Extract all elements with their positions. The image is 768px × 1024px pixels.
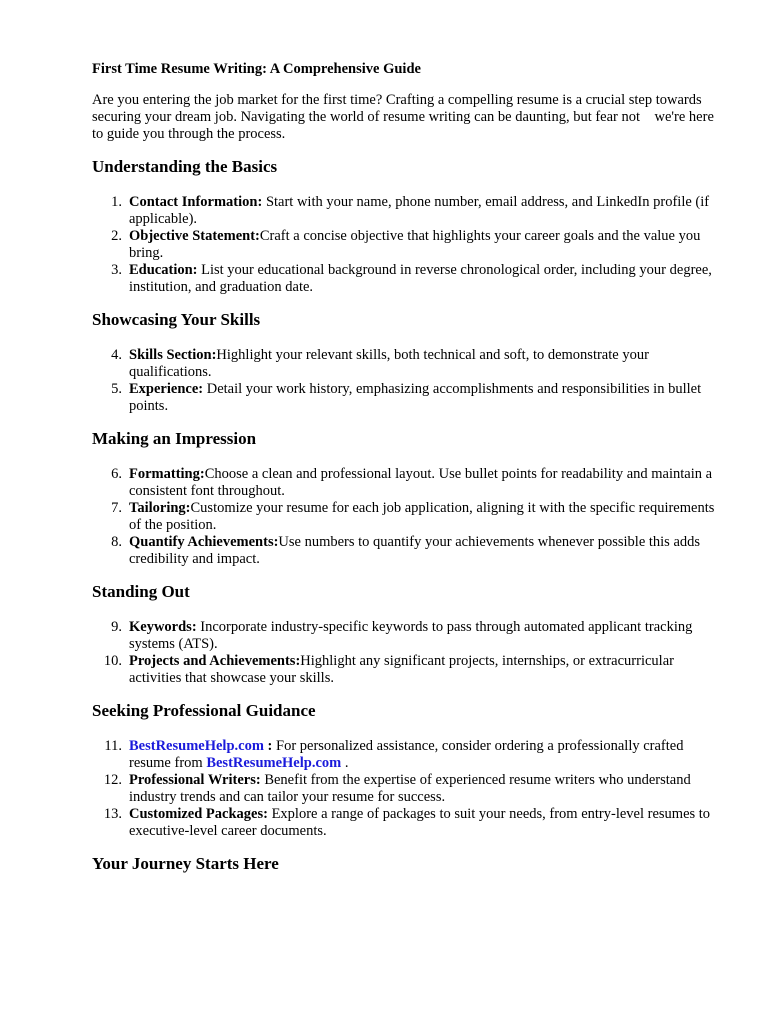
item-number: 4.	[111, 347, 122, 363]
item-number: 10.	[103, 653, 122, 669]
list-item	[92, 228, 718, 262]
item-text: Use numbers to quantify your achievements whenever possible this adds credibility and impact.	[129, 534, 701, 567]
list-basics	[92, 194, 718, 296]
item-term: Education:	[129, 262, 198, 278]
item-term: Experience:	[129, 381, 204, 397]
list-item	[92, 653, 718, 687]
list-skills	[92, 347, 718, 415]
item-term: Quantify Achievements:	[129, 534, 279, 550]
bestresumehelp-inline-link[interactable]: BestResumeHelp.com	[206, 755, 342, 771]
item-number: 6.	[111, 466, 122, 482]
list-impression	[92, 466, 718, 568]
item-text: Highlight your relevant skills, both technical and soft, to demonstrate your qualifications.	[129, 347, 649, 380]
item-text: Incorporate industry-specific keywords to pass through automated applicant tracking systems (ATS).	[129, 619, 693, 652]
item-term: Skills Section:	[129, 347, 217, 363]
section-heading-standing-out: Standing Out	[92, 582, 190, 601]
item-number: 9.	[111, 619, 122, 635]
section-heading-skills: Showcasing Your Skills	[92, 310, 261, 329]
list-item	[92, 381, 718, 415]
item-text: Craft a concise objective that highlights your career goals and the value you bring.	[129, 228, 701, 261]
list-item	[92, 619, 718, 653]
list-item	[92, 500, 718, 534]
section-heading-basics: Understanding the Basics	[92, 157, 278, 176]
item-text: For personalized assistance, consider ordering a professionally crafted resume from	[129, 738, 684, 771]
item-term: Customized Packages:	[129, 806, 268, 822]
item-term: Objective Statement:	[129, 228, 260, 244]
item-text: Choose a clean and professional layout. Use bullet points for readability and maintain a consistent font throughout.	[129, 466, 713, 499]
item-text-after: .	[341, 755, 349, 771]
item-text: Benefit from the expertise of experienced resume writers who understand industry trends and can tailor your resume for success.	[129, 772, 691, 805]
item-text: Start with your name, phone number, email address, and LinkedIn profile (if applicable).	[129, 194, 710, 227]
list-item	[92, 347, 718, 381]
list-item	[92, 194, 718, 228]
item-text: Customize your resume for each job application, aligning it with the specific requirements of the position.	[129, 500, 715, 533]
list-item	[92, 466, 718, 500]
document-page	[92, 60, 718, 891]
item-text: Highlight any significant projects, internships, or extracurricular activities that showcase your skills.	[129, 653, 674, 686]
list-item	[92, 738, 718, 772]
item-term: Projects and Achievements:	[129, 653, 301, 669]
document-title: First Time Resume Writing: A Comprehensive Guide	[92, 61, 421, 77]
item-term: Formatting:	[129, 466, 205, 482]
item-term: Contact Information:	[129, 194, 263, 210]
section-heading-journey: Your Journey Starts Here	[92, 854, 279, 873]
list-item	[92, 534, 718, 568]
item-text: Detail your work history, emphasizing accomplishments and responsibilities in bullet points.	[129, 381, 702, 414]
list-guidance	[92, 738, 718, 840]
section-heading-guidance: Seeking Professional Guidance	[92, 701, 316, 720]
item-text: List your educational background in reverse chronological order, including your degree, institution, and graduation date.	[129, 262, 712, 295]
item-number: 2.	[111, 228, 122, 244]
item-number: 3.	[111, 262, 122, 278]
list-item	[92, 772, 718, 806]
section-heading-impression: Making an Impression	[92, 429, 257, 448]
item-text: Explore a range of packages to suit your needs, from entry-level resumes to executive-level career documents.	[129, 806, 711, 839]
item-term: Keywords:	[129, 619, 197, 635]
list-item	[92, 262, 718, 296]
bestresumehelp-link[interactable]: BestResumeHelp.com	[129, 738, 264, 754]
item-number: 5.	[111, 381, 122, 397]
list-item	[92, 806, 718, 840]
item-number: 13.	[103, 806, 122, 822]
item-number: 8.	[111, 534, 122, 550]
item-term: Tailoring:	[129, 500, 191, 516]
item-number: 7.	[111, 500, 122, 516]
list-standing-out	[92, 619, 718, 687]
intro-paragraph: Are you entering the job market for the first time? Crafting a compelling resume is a crucial step towards securing your dream job. Navigating the world of resume writing can be daunting, but fear not we're here to guide you through the process.	[92, 92, 718, 142]
item-number: 11.	[104, 738, 122, 754]
item-term: Professional Writers:	[129, 772, 261, 788]
item-number: 1.	[111, 194, 122, 210]
item-term-suffix: :	[263, 738, 273, 754]
item-number: 12.	[103, 772, 122, 788]
